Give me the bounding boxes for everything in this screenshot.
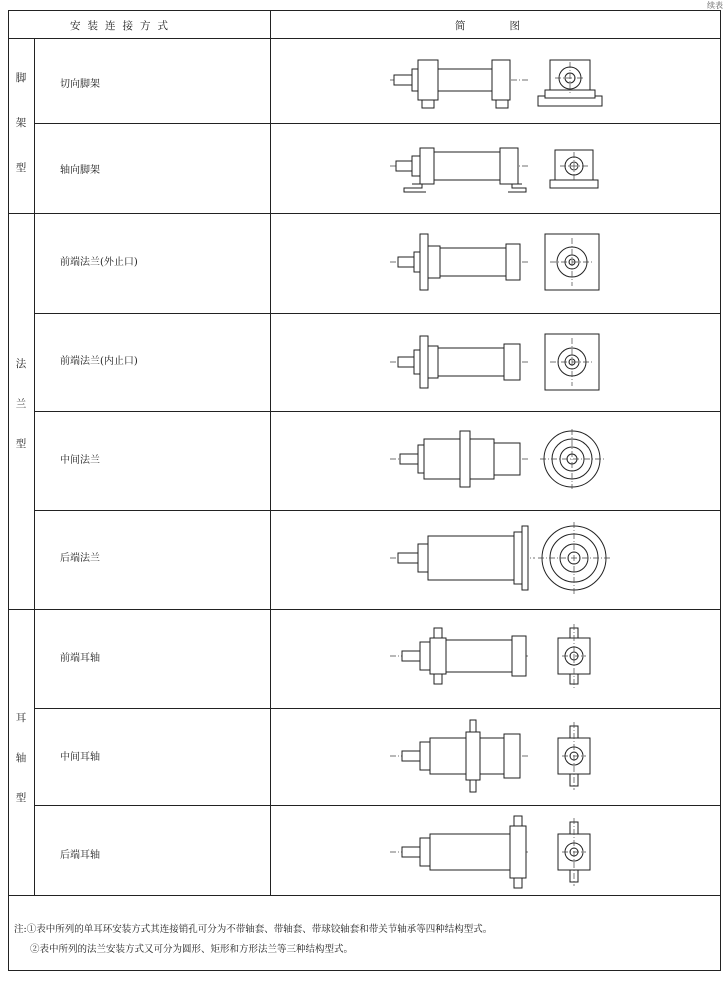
row-divider <box>34 708 721 709</box>
header-figure: 简图 <box>455 20 564 32</box>
group-label-flange <box>11 356 31 451</box>
row-name: 后端法兰 <box>60 553 100 564</box>
group-char: 法 <box>15 358 27 370</box>
row-name: 中间法兰 <box>60 455 100 466</box>
table-top-border <box>8 10 721 11</box>
page-mark: 续表 <box>707 1 723 10</box>
row-name: 前端耳轴 <box>60 653 100 664</box>
header-method: 安装连接方式 <box>70 20 175 32</box>
cylinder-foot-tangential-figure <box>390 50 620 115</box>
page-bottom-border <box>8 970 721 971</box>
group-divider-2 <box>8 609 721 610</box>
cylinder-front-flange-outer-figure <box>390 226 620 301</box>
row-name: 前端法兰(外止口) <box>60 257 138 268</box>
row-divider <box>34 510 721 511</box>
cylinder-front-flange-inner-figure <box>390 326 620 401</box>
row-divider <box>34 805 721 806</box>
group-char: 型 <box>15 792 27 804</box>
group-char: 型 <box>15 162 27 174</box>
group-char: 轴 <box>15 752 27 764</box>
group-column-border <box>34 38 35 895</box>
table-right-border <box>720 10 721 970</box>
row-name: 后端耳轴 <box>60 850 100 861</box>
group-divider-1 <box>8 213 721 214</box>
figure-column-border <box>270 10 271 895</box>
table-left-border <box>8 10 9 970</box>
cylinder-middle-trunnion-figure <box>390 716 620 796</box>
cylinder-foot-axial-figure <box>390 138 620 203</box>
cylinder-rear-flange-figure <box>390 522 620 600</box>
group-char: 脚 <box>15 72 27 84</box>
row-name: 中间耳轴 <box>60 752 100 763</box>
note-2: ②表中所列的法兰安装方式又可分为圆形、矩形和方形法兰等三种结构型式。 <box>30 944 354 955</box>
row-divider <box>34 313 721 314</box>
cylinder-middle-flange-figure <box>390 425 620 500</box>
cylinder-rear-trunnion-figure <box>390 812 620 892</box>
row-divider <box>34 123 721 124</box>
header-bottom-border <box>8 38 721 39</box>
row-name: 前端法兰(内止口) <box>60 356 138 367</box>
group-char: 型 <box>15 438 27 450</box>
row-name: 切向脚架 <box>60 79 100 90</box>
group-char: 兰 <box>15 398 27 410</box>
group-label-foot <box>11 70 31 175</box>
row-name: 轴向脚架 <box>60 165 100 176</box>
row-divider <box>34 411 721 412</box>
group-char: 耳 <box>15 712 27 724</box>
group-label-trunnion <box>11 710 31 805</box>
cylinder-front-trunnion-figure <box>390 620 620 695</box>
group-char: 架 <box>15 117 27 129</box>
table-bottom-border <box>8 895 721 896</box>
note-1: 注:①表中所列的单耳环安装方式其连接销孔可分为不带轴套、带轴套、带球铰轴套和带关节轴承等四种结构型式。 <box>14 924 493 935</box>
